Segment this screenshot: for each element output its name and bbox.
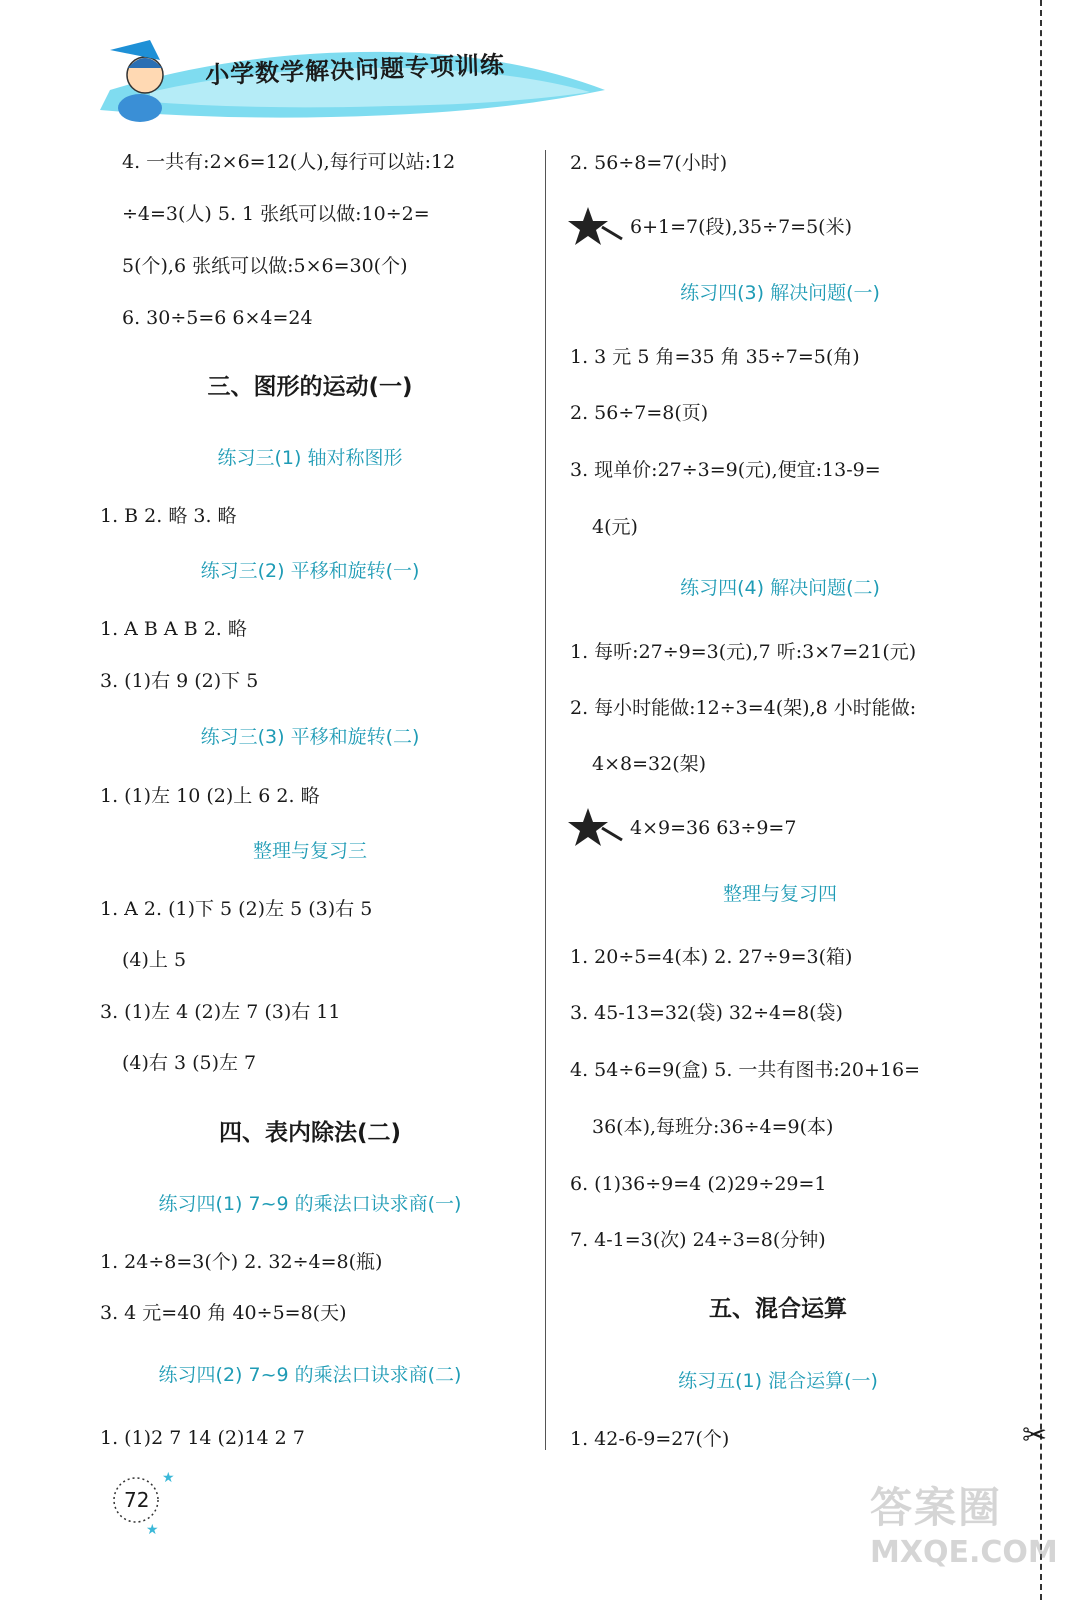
answer-line: 1. 3 元 5 角=35 角 35÷7=5(角)	[570, 346, 860, 368]
answer-line: 1. 每听:27÷9=3(元),7 听:3×7=21(元)	[570, 641, 917, 663]
exercise-title: 整理与复习四	[722, 883, 837, 905]
answer-line: 1. 42-6-9=27(个)	[570, 1428, 730, 1450]
answer-line: 6. (1)36÷9=4 (2)29÷29=1	[570, 1173, 827, 1195]
exercise-title: 练习四(1) 7~9 的乘法口诀求商(一)	[158, 1193, 462, 1215]
exercise-title: 练习五(1) 混合运算(一)	[678, 1370, 878, 1392]
answer-line: 4(元)	[592, 516, 638, 538]
answer-line: 6. 30÷5=6 6×4=24	[122, 307, 313, 329]
header-title: 小学数学解决问题专项训练	[204, 50, 506, 90]
answer-line: 4. 一共有:2×6=12(人),每行可以站:12	[122, 151, 456, 173]
answer-line: 2. 56÷7=8(页)	[570, 402, 709, 424]
answer-line: 6+1=7(段),35÷7=5(米)	[630, 216, 852, 238]
answer-line: 3. 45-13=32(袋) 32÷4=8(袋)	[570, 1002, 843, 1024]
svg-text:★: ★	[162, 1470, 175, 1486]
page-number: 72	[124, 1488, 150, 1512]
answer-line: 36(本),每班分:36÷4=9(本)	[592, 1116, 834, 1138]
answer-line: 1. B 2. 略 3. 略	[100, 505, 237, 527]
answer-line: (4)右 3 (5)左 7	[122, 1052, 257, 1074]
answer-line: 1. 20÷5=4(本) 2. 27÷9=3(箱)	[570, 946, 853, 968]
star-badge-icon	[566, 806, 624, 850]
answer-line: (4)上 5	[122, 949, 187, 971]
section-title: 四、表内除法(二)	[218, 1120, 402, 1146]
exercise-title: 练习三(3) 平移和旋转(二)	[200, 726, 420, 748]
answer-line: 3. 4 元=40 角 40÷5=8(天)	[100, 1302, 347, 1324]
exercise-title: 练习三(2) 平移和旋转(一)	[200, 560, 420, 582]
svg-text:★: ★	[146, 1522, 159, 1538]
scissors-icon: ✂	[1022, 1418, 1048, 1453]
column-divider	[545, 150, 546, 1450]
exercise-title: 练习四(2) 7~9 的乘法口诀求商(二)	[158, 1364, 462, 1386]
answer-line: 1. 24÷8=3(个) 2. 32÷4=8(瓶)	[100, 1251, 383, 1273]
section-title: 三、图形的运动(一)	[207, 374, 413, 400]
answer-line: 4. 54÷6=9(盒) 5. 一共有图书:20+16=	[570, 1059, 920, 1081]
answer-line: 4×8=32(架)	[592, 753, 707, 775]
answer-line: 3. (1)右 9 (2)下 5	[100, 670, 259, 692]
star-badge-icon	[566, 205, 624, 249]
answer-line: 3. (1)左 4 (2)左 7 (3)右 11	[100, 1001, 341, 1023]
answer-line: 3. 现单价:27÷3=9(元),便宜:13-9=	[570, 459, 881, 481]
answer-line: 1. A 2. (1)下 5 (2)左 5 (3)右 5	[100, 898, 373, 920]
exercise-title: 练习四(3) 解决问题(一)	[680, 282, 880, 304]
answer-line: 7. 4-1=3(次) 24÷3=8(分钟)	[570, 1229, 826, 1251]
exercise-title: 整理与复习三	[252, 840, 367, 862]
section-title: 五、混合运算	[709, 1296, 847, 1322]
answer-line: 1. A B A B 2. 略	[100, 618, 247, 640]
watermark: 答案圈 MXQE.COM	[870, 1483, 1058, 1570]
answer-line: 1. (1)2 7 14 (2)14 2 7	[100, 1427, 305, 1449]
answer-line: 5(个),6 张纸可以做:5×6=30(个)	[122, 255, 408, 277]
answer-line: 2. 56÷8=7(小时)	[570, 152, 728, 174]
answer-line: ÷4=3(人) 5. 1 张纸可以做:10÷2=	[122, 203, 430, 225]
exercise-title: 练习三(1) 轴对称图形	[217, 447, 403, 469]
exercise-title: 练习四(4) 解决问题(二)	[680, 577, 880, 599]
answer-line: 4×9=36 63÷9=7	[630, 817, 797, 839]
cut-line	[1040, 0, 1042, 1600]
answer-line: 2. 每小时能做:12÷3=4(架),8 小时能做:	[570, 697, 917, 719]
answer-line: 1. (1)左 10 (2)上 6 2. 略	[100, 785, 320, 807]
